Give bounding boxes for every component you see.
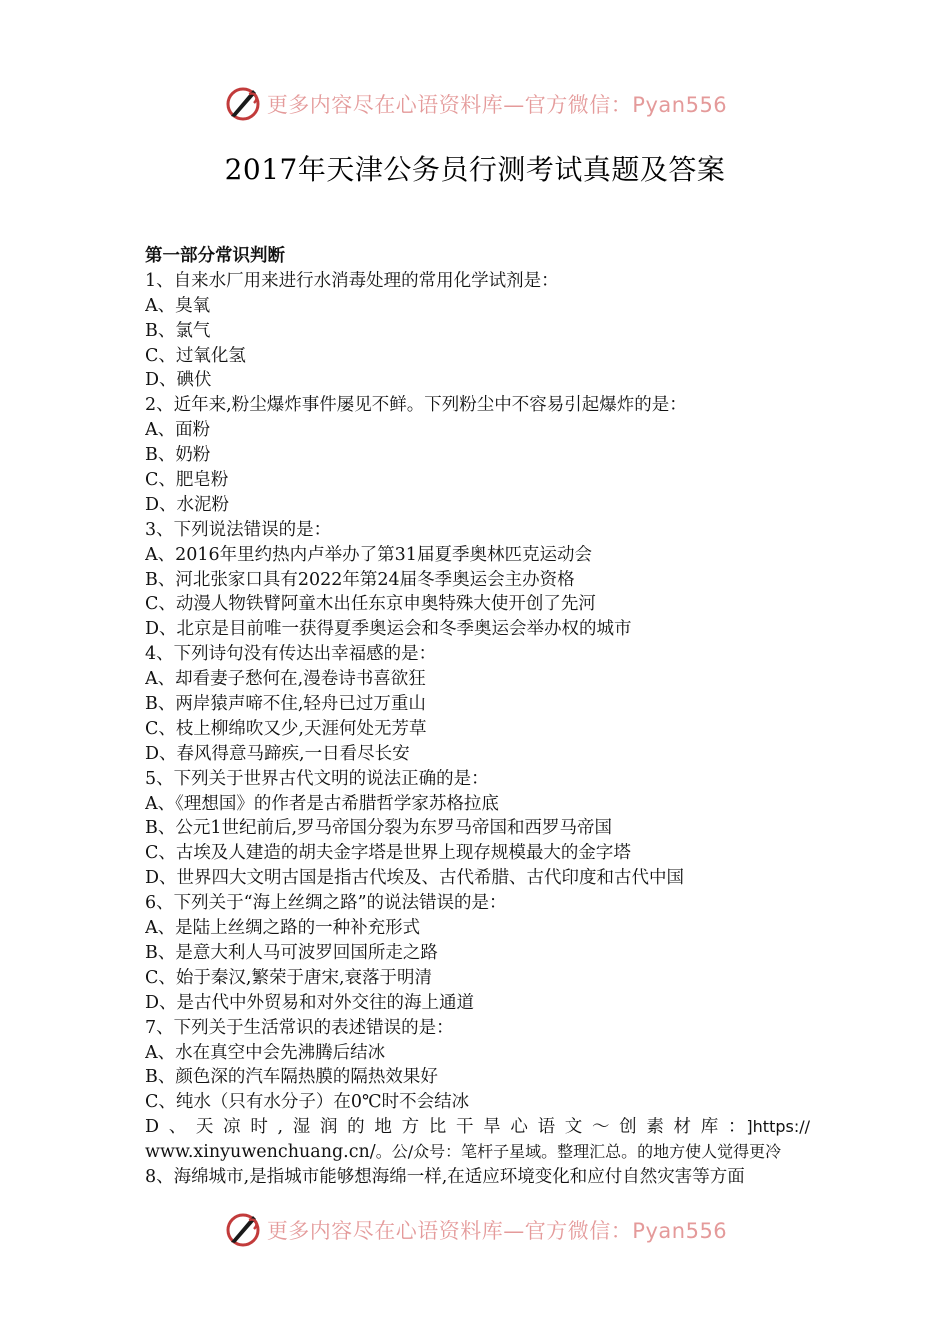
question-line: 2、近年来,粉尘爆炸事件屡见不鲜。下列粉尘中不容易引起爆炸的是： [145, 395, 687, 416]
question-8: 8、海绵城市,是指城市能够想海绵一样,在适应环境变化和应付自然灾害等方面 [145, 1166, 745, 1187]
question-line: 1、自来水厂用来进行水消毒处理的常用化学试剂是： [145, 270, 559, 291]
option-line: A、是陆上丝绸之路的一种补充形式 [145, 918, 421, 939]
option-line: B、两岸猿声啼不住,轻舟已过万重山 [145, 694, 426, 715]
option-line: C、始于秦汉,繁荣于唐宋,衰落于明清 [145, 967, 433, 988]
option-d-line [145, 1115, 810, 1140]
document-title: 2017年天津公务员行测考试真题及答案 [224, 153, 726, 186]
wechat-note: 。公/众号：笔杆子星域。整理汇总。的地方使人觉得更冷 [375, 1142, 782, 1162]
option-line: A、水在真空中会先沸腾后结冰 [145, 1042, 386, 1063]
option-line: C、肥皂粉 [145, 470, 229, 491]
option-line: A、臭氧 [145, 295, 211, 316]
option-line: A、面粉 [145, 420, 211, 441]
option-line: B、颜色深的汽车隔热膜的隔热效果好 [145, 1067, 438, 1088]
quill-logo-icon [223, 84, 263, 124]
question-line: 5、下列关于世界古代文明的说法正确的是： [145, 768, 489, 789]
option-line: C、纯水（只有水分子）在0℃时不会结冰 [145, 1092, 470, 1113]
option-line: A、2016年里约热内卢举办了第31届夏季奥林匹克运动会 [145, 544, 592, 565]
option-line: A、《理想国》的作者是古希腊哲学家苏格拉底 [145, 793, 499, 814]
banner-text: 更多内容尽在心语资料库—官方微信：Pyan556 [266, 1219, 728, 1243]
option-line: D、是古代中外贸易和对外交往的海上通道 [145, 992, 475, 1013]
header-banner [0, 82, 950, 126]
option-line: C、过氧化氢 [145, 345, 246, 366]
question-line: 3、下列说法错误的是： [145, 519, 332, 540]
option-line: B、河北张家口具有2022年第24届冬季奥运会主办资格 [145, 569, 575, 590]
option-line: B、氯气 [145, 320, 211, 341]
option-line: C、古埃及人建造的胡夫金字塔是世界上现存规模最大的金字塔 [145, 843, 631, 864]
option-line: B、奶粉 [145, 445, 211, 466]
document-body [145, 244, 810, 1190]
quill-logo-icon [223, 1210, 263, 1250]
question-line: 7、下列关于生活常识的表述错误的是： [145, 1017, 454, 1038]
option-line: D、碘伏 [145, 370, 212, 391]
option-d-link-prefix: ]https:// [746, 1117, 810, 1137]
question-line: 6、下列关于“海上丝绸之路”的说法错误的是： [145, 893, 507, 914]
question-line: 4、下列诗句没有传达出幸福感的是： [145, 644, 437, 665]
footer-banner [0, 1208, 950, 1252]
option-line: A、却看妻子愁何在,漫卷诗书喜欲狂 [145, 669, 426, 690]
option-line: B、是意大利人马可波罗回国所走之路 [145, 942, 438, 963]
question-list [145, 269, 810, 1115]
option-line: D、春风得意马蹄疾,一日看尽长安 [145, 743, 410, 764]
website-url: www.xinyuwenchuang.cn/ [145, 1142, 376, 1163]
option-line: D、水泥粉 [145, 494, 230, 515]
option-line: D、世界四大文明古国是指古代埃及、古代希腊、古代印度和古代中国 [145, 868, 685, 889]
option-line: C、动漫人物铁臂阿童木出任东京申奥特殊大使开创了先河 [145, 594, 596, 615]
banner-text: 更多内容尽在心语资料库—官方微信：Pyan556 [266, 93, 728, 117]
option-line: C、枝上柳绵吹又少,天涯何处无芳草 [145, 718, 427, 739]
option-line: B、公元1世纪前后,罗马帝国分裂为东罗马帝国和西罗马帝国 [145, 818, 613, 839]
option-line: D、北京是目前唯一获得夏季奥运会和冬季奥运会举办权的城市 [145, 619, 632, 640]
section-heading: 第一部分常识判断 [145, 246, 285, 266]
option-d-text: D、天凉时,湿润的地方比干旱心语文～创素材库： [145, 1117, 747, 1138]
option-d-continued [145, 1140, 810, 1165]
